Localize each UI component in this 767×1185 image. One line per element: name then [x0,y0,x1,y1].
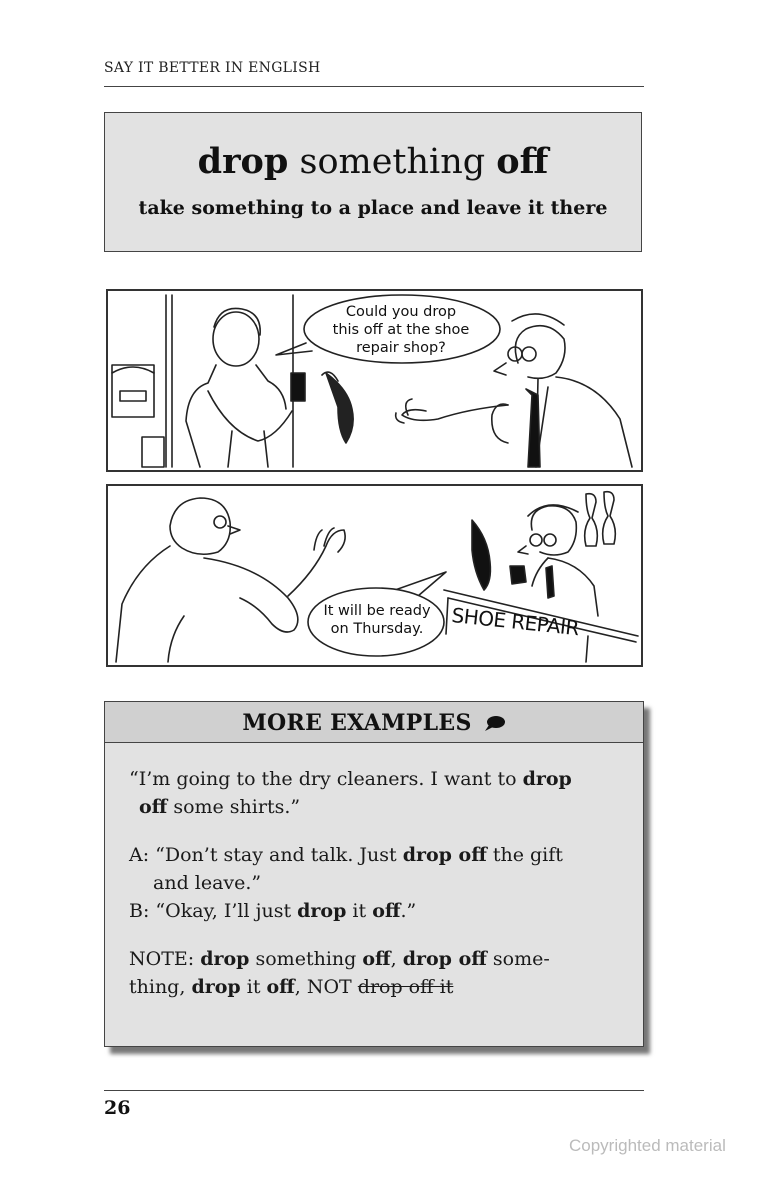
speech-bubble-icon [484,714,506,732]
more-examples-box [104,701,644,1047]
bold-run: drop off [402,948,487,970]
bubble1-line-3: repair shop? [356,340,446,356]
more-examples-heading-text: MORE EXAMPLES [242,710,472,736]
definition: take something to a place and leave it there [138,197,608,219]
text-run: it [346,900,373,922]
speech-bubble-1 [316,303,486,357]
header-rule [104,86,644,87]
bubble2-line-2: on Thursday. [330,621,424,637]
bold-run: drop [200,948,250,970]
bold-run: drop off [402,844,487,866]
text-run: something [249,948,363,970]
bold-run: drop [297,900,347,922]
bold-run: drop [522,768,572,790]
bubble2-line-1: It will be ready [323,603,431,619]
title-verb: drop [197,141,289,182]
text-run: , NOT [294,976,358,998]
running-head: SAY IT BETTER IN ENGLISH [104,60,321,76]
examples-body [105,743,643,1001]
text-run: .” [400,900,417,922]
page-number: 26 [104,1097,131,1119]
dialogue-a-line-1 [129,841,625,869]
text-run: “Okay, I’ll just [155,900,298,922]
example-1-line-1 [129,765,625,793]
usage-note [129,945,625,1001]
text-run: the gift [486,844,563,866]
text-run: , [390,948,403,970]
bold-run: off [372,900,401,922]
phrasal-verb-title [105,141,641,183]
dialogue-b-line [129,897,625,925]
example-1-line-2 [129,793,625,821]
title-box [104,112,642,252]
title-particle: off [496,141,549,182]
bold-run: drop [191,976,241,998]
text-run: some shirts.” [167,796,301,818]
shoe-repair-sign: SHOE REPAIR [450,603,581,641]
more-examples-heading [105,702,643,743]
copyright-watermark: Copyrighted material [569,1136,726,1155]
text-run: “I’m going to the dry cleaners. I want to [129,768,523,790]
footer-rule [104,1090,644,1091]
text-run: some- [486,948,550,970]
example-1 [129,765,625,821]
bold-run: off [139,796,168,818]
text-run: thing, [129,976,192,998]
incorrect-form: drop off it [357,976,454,998]
note-line-2 [129,973,625,1001]
note-label: NOTE: [129,948,201,970]
speaker-label: A: [129,844,156,866]
comic-panel-1 [106,289,643,472]
bubble1-line-2: this off at the shoe [332,322,470,338]
speaker-label: B: [129,900,156,922]
example-2-dialogue [129,841,625,925]
text-run: it [240,976,267,998]
bold-run: off [266,976,295,998]
bubble1-line-1: Could you drop [345,304,457,320]
comic-panel-2 [106,484,643,667]
speech-bubble-2 [312,602,442,638]
title-object: something [288,142,497,182]
bold-run: off [362,948,391,970]
note-line-1 [129,945,625,973]
text-run: “Don’t stay and talk. Just [155,844,403,866]
dialogue-a-line-2: and leave.” [153,872,262,894]
